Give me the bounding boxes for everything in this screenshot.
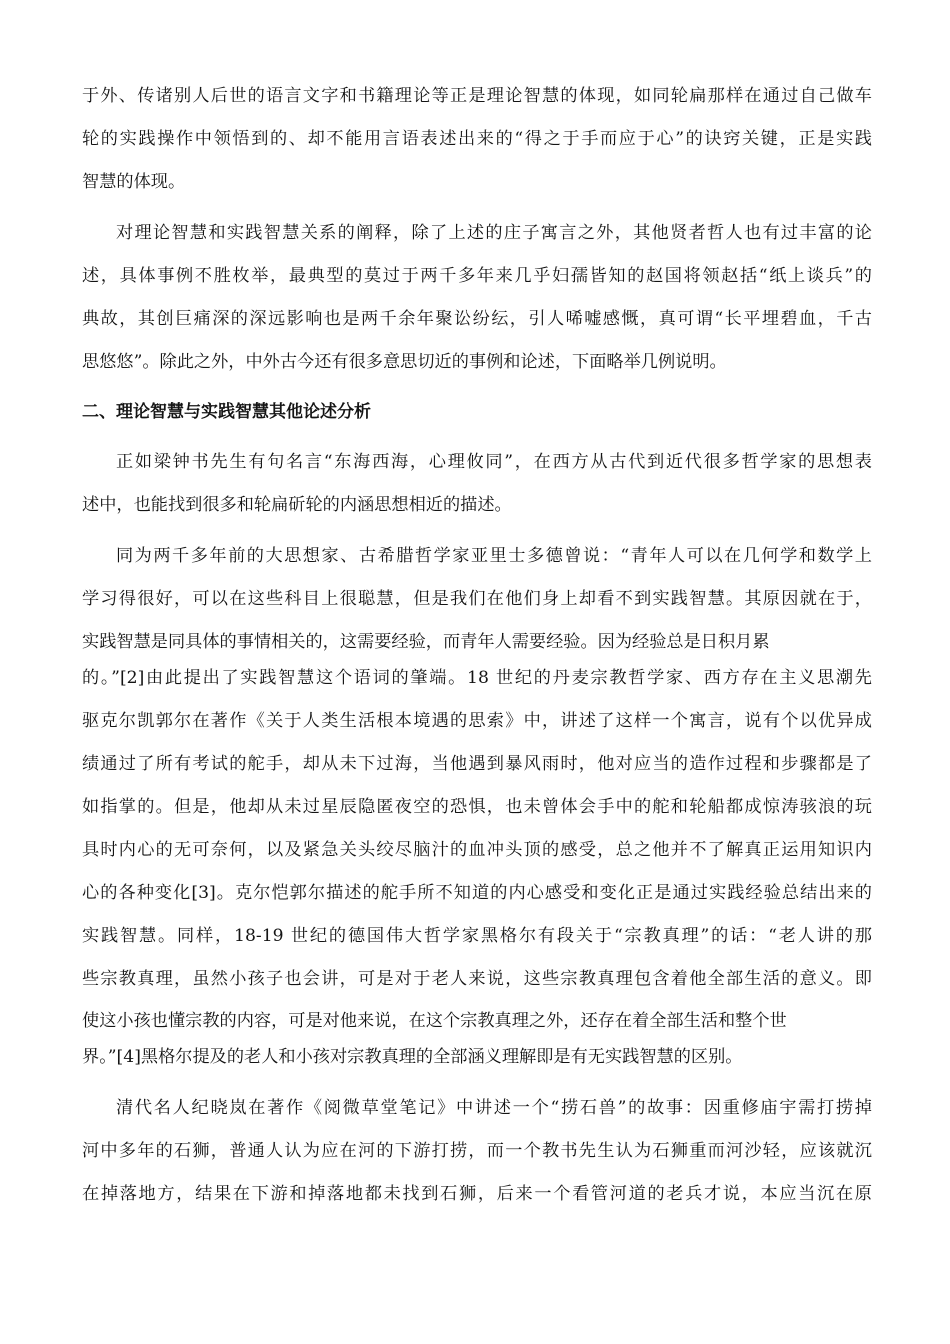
text-line: 轮的实践操作中领悟到的、却不能用言语表述出来的“得之于手而应于心”的诀窍关键，正是实践 (82, 129, 872, 149)
text-line: 实践智慧。同样，18-19 世纪的德国伟大哲学家黑格尔有段关于“宗教真理”的话：“老人讲的那 (82, 926, 872, 946)
text-line: 绩通过了所有考试的舵手，却从未下过海，当他遇到暴风雨时，他对应当的造作过程和步骤都是了 (82, 754, 872, 774)
text-line: 智慧的体现。 (82, 172, 186, 192)
text-line: 的。”[2]由此提出了实践智慧这个语词的肇端。18 世纪的丹麦宗教哲学家、西方存在主义思潮先 (82, 668, 872, 688)
text-line: 河中多年的石狮，普通人认为应在河的下游打捞，而一个教书先生认为石狮重而河沙轻，应该就沉 (82, 1141, 872, 1161)
text-line: 清代名人纪晓岚在著作《阅微草堂笔记》中讲述一个“捞石兽”的故事：因重修庙宇需打捞掉 (116, 1098, 872, 1118)
section-heading: 二、理论智慧与实践智慧其他论述分析 (82, 402, 371, 422)
text-line: 心的各种变化[3]。克尔恺郭尔描述的舵手所不知道的内心感受和变化正是通过实践经验总结出来的 (82, 883, 872, 903)
text-line: 述，具体事例不胜枚举，最典型的莫过于两千多年来几乎妇孺皆知的赵国将领赵括“纸上谈兵”的 (82, 266, 872, 286)
text-line: 思悠悠”。除此之外，中外古今还有很多意思切近的事例和论述，下面略举几例说明。 (82, 352, 727, 372)
text-line: 实践智慧是同具体的事情相关的，这需要经验，而青年人需要经验。因为经验总是日积月累 (82, 632, 770, 652)
text-line: 些宗教真理，虽然小孩子也会讲，可是对于老人来说，这些宗教真理包含着他全部生活的意义。即 (82, 969, 872, 989)
text-line: 同为两千多年前的大思想家、古希腊哲学家亚里士多德曾说：“青年人可以在几何学和数学上 (116, 546, 872, 566)
text-line: 在掉落地方，结果在下游和掉落地都未找到石狮，后来一个看管河道的老兵才说，本应当沉在原 (82, 1184, 872, 1204)
text-line: 于外、传诸别人后世的语言文字和书籍理论等正是理论智慧的体现，如同轮扁那样在通过自己做车 (82, 86, 872, 106)
text-line: 使这小孩也懂宗教的内容，可是对他来说，在这个宗教真理之外，还存在着全部生活和整个世 (82, 1011, 787, 1031)
text-line: 述中，也能找到很多和轮扁斫轮的内涵思想相近的描述。 (82, 495, 512, 515)
text-line: 典故，其创巨痛深的深远影响也是两千余年聚讼纷纭，引人唏嘘感慨，真可谓“长平埋碧血，千古 (82, 309, 872, 329)
text-line: 对理论智慧和实践智慧关系的阐释，除了上述的庄子寓言之外，其他贤者哲人也有过丰富的论 (116, 223, 872, 243)
text-line: 如指掌的。但是，他却从未过星辰隐匿夜空的恐惧，也未曾体会手中的舵和轮船都成惊涛骇浪的玩 (82, 797, 872, 817)
text-line: 驱克尔凯郭尔在著作《关于人类生活根本境遇的思索》中，讲述了这样一个寓言，说有个以优异成 (82, 711, 872, 731)
text-line: 学习得很好，可以在这些科目上很聪慧，但是我们在他们身上却看不到实践智慧。其原因就在于， (82, 589, 872, 609)
text-line: 具时内心的无可奈何，以及紧急关头绞尽脑汁的血冲头顶的感受，总之他并不了解真正运用知识内 (82, 840, 872, 860)
text-line: 界。”[4]黑格尔提及的老人和小孩对宗教真理的全部涵义理解即是有无实践智慧的区别。 (82, 1047, 743, 1067)
text-line: 正如梁钟书先生有句名言“东海西海，心理攸同”，在西方从古代到近代很多哲学家的思想表 (116, 452, 872, 472)
